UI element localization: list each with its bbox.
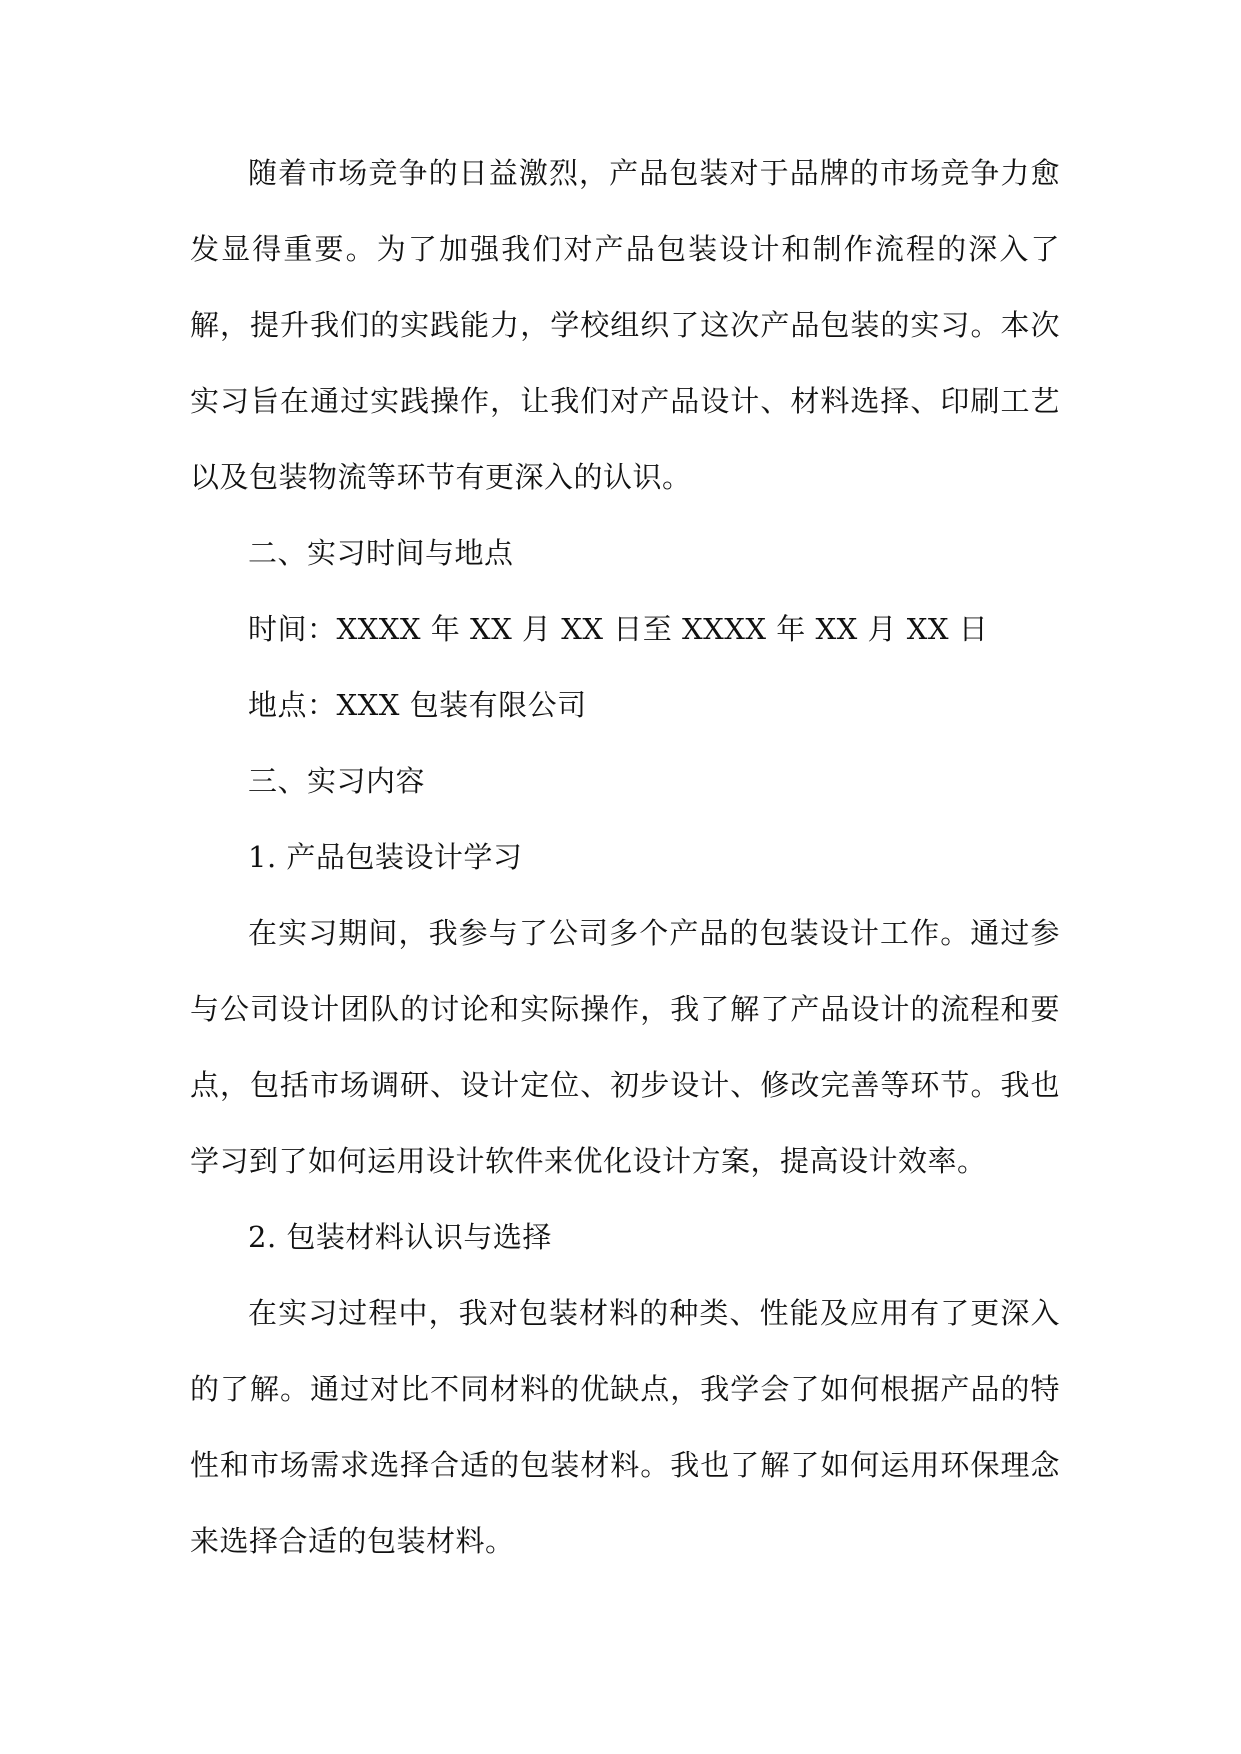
time-line: 时间：XXXX 年 XX 月 XX 日至 XXXX 年 XX 月 XX 日 xyxy=(248,612,989,646)
section-heading-time-place: 二、实习时间与地点 xyxy=(248,536,514,570)
materials-paragraph: 在实习过程中，我对包装材料的种类、性能及应用有了更深入的了解。通过对比不同材料的优缺点，我学会了如何根据产品的特性和市场需求选择合适的包装材料。我也了解了如何运用环保理念来选择合适的包装材料。 xyxy=(190,1296,1060,1558)
intro-paragraph: 随着市场竞争的日益激烈，产品包装对于品牌的市场竞争力愈发显得重要。为了加强我们对产品包装设计和制作流程的深入了解，提升我们的实践能力，学校组织了这次产品包装的实习。本次实习旨在通过实践操作，让我们对产品设计、材料选择、印刷工艺以及包装物流等环节有更深入的认识。 xyxy=(190,156,1060,494)
subheading-materials: 2. 包装材料认识与选择 xyxy=(248,1220,552,1254)
section-heading-content: 三、实习内容 xyxy=(248,764,426,798)
place-line: 地点：XXX 包装有限公司 xyxy=(248,688,587,722)
document-body xyxy=(190,135,1060,1579)
subheading-design: 1. 产品包装设计学习 xyxy=(248,840,523,874)
design-paragraph: 在实习期间，我参与了公司多个产品的包装设计工作。通过参与公司设计团队的讨论和实际操作，我了解了产品设计的流程和要点，包括市场调研、设计定位、初步设计、修改完善等环节。我也学习到了如何运用设计软件来优化设计方案，提高设计效率。 xyxy=(190,916,1060,1178)
